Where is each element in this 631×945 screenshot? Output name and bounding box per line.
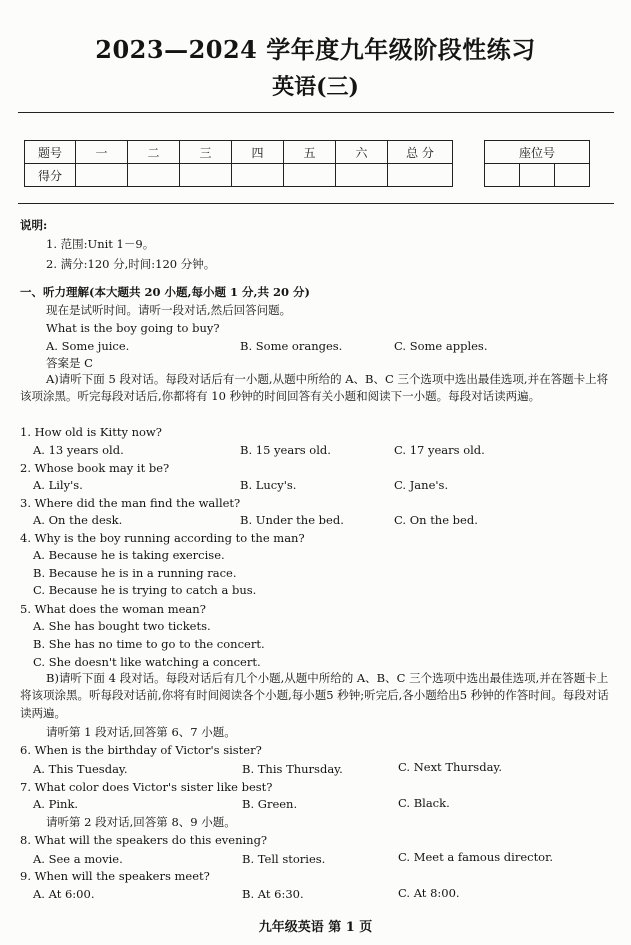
example-option-c: C. Some apples. [394,339,488,353]
part-a-instructions: A)请听下面 5 段对话。每段对话后有一小题,从题中所给的 A、B、C 三个选项中选出最佳选项,并在答题卡上将该项涂黑。听完每段对话后,你都将有 10 秒钟的时间回答有关小题和阅读下一小题。每段对话读两遍。 [20,372,609,404]
example-option-a: A. Some juice. [46,339,130,353]
q5-option-a: A. She has bought two tickets. [33,619,211,633]
example-intro: 现在是试听时间。请听一段对话,然后回答问题。 [46,303,292,317]
q3-option-a: A. On the desk. [33,513,123,527]
q6-option-a: A. This Tuesday. [33,762,128,776]
score-head-2: 二 [128,141,180,164]
q5-option-c: C. She doesn't like watching a concert. [33,655,261,669]
q1-option-b: B. 15 years old. [240,443,331,457]
q3-option-b: B. Under the bed. [240,513,344,527]
question-7: 7. What color does Victor's sister like best? [20,780,273,794]
seat-cell [520,164,555,187]
q2-option-c: C. Jane's. [394,478,449,492]
question-5: 5. What does the woman mean? [20,602,206,616]
exam-subtitle: 英语(三) [272,74,359,100]
seat-label: 座位号 [485,141,590,164]
part-b-instructions: B)请听下面 4 段对话。每段对话后有几个小题,从题中所给的 A、B、C 三个选项中选出最佳选项,并在答题卡上将该项涂黑。听每段对话前,你将有时间阅读各个小题,每小题5 秒钟;听完后,各小题给出5 秒钟的作答时间。每段对话读两遍。 [20,671,609,720]
note-item: 1. 范围:Unit 1－9。 [46,237,155,251]
q7-option-a: A. Pink. [33,797,79,811]
q8-option-b: B. Tell stories. [242,852,326,866]
score-head-6: 六 [336,141,388,164]
example-question: What is the boy going to buy? [46,321,220,335]
example-answer: 答案是 C [46,356,93,370]
q9-option-a: A. At 6:00. [33,887,95,901]
example-option-b: B. Some oranges. [240,339,343,353]
q9-option-c: C. At 8:00. [398,886,460,900]
header-rule [18,112,614,113]
score-head-1: 一 [76,141,128,164]
q4-option-b: B. Because he is in a running race. [33,566,237,580]
question-2: 2. Whose book may it be? [20,461,170,475]
page-footer: 九年级英语 第 1 页 [258,920,373,935]
score-head-total: 总 分 [388,141,453,164]
q8-option-a: A. See a movie. [33,852,123,866]
q2-option-b: B. Lucy's. [240,478,297,492]
q6-option-b: B. This Thursday. [242,762,343,776]
score-head-label: 题号 [25,141,76,164]
question-4: 4. Why is the boy running according to the man? [20,531,305,545]
q8-option-c: C. Meet a famous director. [398,850,553,864]
question-1: 1. How old is Kitty now? [20,425,162,439]
question-9: 9. When will the speakers meet? [20,869,210,883]
q9-option-b: B. At 6:30. [242,887,304,901]
q2-option-a: A. Lily's. [33,478,83,492]
q5-option-b: B. She has no time to go to the concert. [33,637,265,651]
q7-option-c: C. Black. [398,796,450,810]
question-6: 6. When is the birthday of Victor's sister? [20,743,262,757]
score-head-3: 三 [180,141,232,164]
question-8: 8. What will the speakers do this evening? [20,833,268,847]
notes-heading: 说明: [20,218,48,232]
table-rule [18,203,614,204]
score-cell [232,164,284,187]
note-item: 2. 满分:120 分,时间:120 分钟。 [46,257,216,271]
score-row-label: 得分 [25,164,76,187]
score-cell [388,164,453,187]
q7-option-b: B. Green. [242,797,298,811]
question-3: 3. Where did the man find the wallet? [20,496,241,510]
score-head-5: 五 [284,141,336,164]
dialog-1-note: 请听第 1 段对话,回答第 6、7 小题。 [46,725,236,739]
score-cell [180,164,232,187]
seat-cell [555,164,590,187]
seat-table [484,140,590,187]
q4-option-c: C. Because he is trying to catch a bus. [33,583,257,597]
section-heading: 一、听力理解(本大题共 20 小题,每小题 1 分,共 20 分) [20,285,310,299]
exam-title: 2023—2024 学年度九年级阶段性练习 [95,35,536,64]
score-head-4: 四 [232,141,284,164]
seat-cell [485,164,520,187]
q1-option-c: C. 17 years old. [394,443,485,457]
q6-option-c: C. Next Thursday. [398,760,503,774]
score-cell [284,164,336,187]
dialog-2-note: 请听第 2 段对话,回答第 8、9 小题。 [46,815,236,829]
q1-option-a: A. 13 years old. [33,443,124,457]
score-cell [76,164,128,187]
q3-option-c: C. On the bed. [394,513,478,527]
score-cell [128,164,180,187]
q4-option-a: A. Because he is taking exercise. [33,548,225,562]
score-table [24,140,453,187]
score-cell [336,164,388,187]
